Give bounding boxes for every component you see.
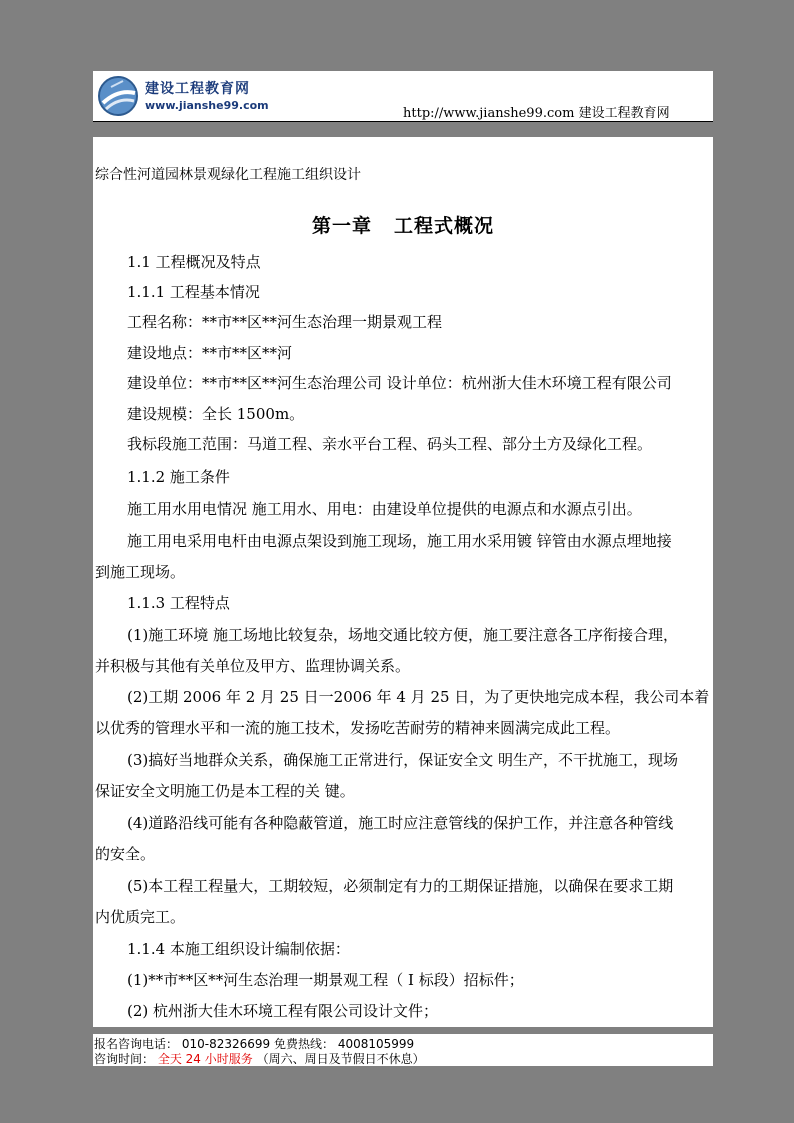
paragraph-line: 以优秀的管理水平和一流的施工技术，发扬吃苦耐劳的精神来圆满完成此工程。 [95, 719, 621, 737]
paragraph-line: 建设规模：全长 1500m。 [127, 405, 305, 423]
header-site-link[interactable] [403, 102, 670, 121]
hotline-number: 4008105999 [337, 1037, 415, 1051]
paragraph-line: 施工用水用电情况 施工用水、用电：由建设单位提供的电源点和水源点引出。 [127, 500, 642, 518]
paragraph-line: 保证安全文明施工仍是本工程的关 键。 [95, 782, 355, 800]
subsection-heading: 1.1.4 本施工组织设计编制依据： [127, 940, 350, 958]
paragraph-line: 我标段施工范围：马道工程、亲水平台工程、码头工程、部分土方及绿化工程。 [127, 435, 653, 453]
paragraph-line: (1)施工环境 施工场地比较复杂，场地交通比较方便，施工要注意各工序衔接合理， [127, 626, 679, 644]
time-label: 咨询时间： [94, 1052, 155, 1066]
logo-url: www.jianshe99.com [145, 99, 269, 112]
paragraph-line: (3)搞好当地群众关系，确保施工正常进行，保证安全文 明生产，不干扰施工，现场 [127, 751, 679, 769]
paragraph-line: (1)**市**区**河生态治理一期景观工程（ I 标段）招标件； [127, 971, 524, 989]
chapter-number: 第一章 [311, 215, 372, 237]
paragraph-line: (5)本工程工程量大，工期较短，必须制定有力的工期保证措施，以确保在要求工期 [127, 877, 674, 895]
chapter-heading [93, 211, 713, 238]
header-site-name: 建设工程教育网 [578, 106, 670, 121]
paragraph-line: (2) 杭州浙大佳木环境工程有限公司设计文件； [127, 1002, 439, 1020]
contact-footer [93, 1034, 713, 1066]
document-page [93, 137, 713, 1027]
header-url[interactable]: http://www.jianshe99.com [403, 106, 575, 121]
service-note: （周六、周日及节假日不休息） [256, 1052, 425, 1066]
subsection-heading: 1.1.1 工程基本情况 [127, 283, 260, 301]
paragraph-line: 建设地点：**市**区**河 [127, 344, 293, 362]
paragraph-line: (4)道路沿线可能有各种隐蔽管道，施工时应注意管线的保护工作，并注意各种管线 [127, 814, 674, 832]
phone-number: 010-82326699 [181, 1037, 271, 1051]
paragraph-line: 到施工现场。 [95, 563, 186, 581]
chapter-name: 工程式概况 [394, 215, 495, 237]
paragraph-line: 的安全。 [95, 845, 156, 863]
subsection-heading: 1.1.2 施工条件 [127, 468, 230, 486]
logo-title: 建设工程教育网 [145, 81, 250, 97]
section-heading: 1.1 工程概况及特点 [127, 253, 261, 271]
paragraph-line: 施工用电采用电杆由电源点架设到施工现场，施工用水采用镀 锌管由水源点埋地接 [127, 532, 672, 550]
paragraph-line: 建设单位：**市**区**河生态治理公司 设计单位：杭州浙大佳木环境工程有限公司 [127, 374, 672, 392]
paragraph-line: 工程名称：**市**区**河生态治理一期景观工程 [127, 313, 443, 331]
document-title: 综合性河道园林景观绿化工程施工组织设计 [95, 167, 361, 183]
subsection-heading: 1.1.3 工程特点 [127, 594, 230, 612]
phone-label: 报名咨询电话： [94, 1037, 179, 1051]
hotline-label: 免费热线： [273, 1037, 334, 1051]
paragraph-line: 内优质完工。 [95, 908, 186, 926]
site-header [93, 71, 713, 122]
footer-time-row [94, 1050, 425, 1067]
paragraph-line: 并积极与其他有关单位及甲方、监理协调关系。 [95, 657, 411, 675]
paragraph-line: (2)工期 2006 年 2 月 25 日一2006 年 4 月 25 日，为了更快地完成本程，我公司本着 [127, 688, 710, 706]
service-hours: 全天 24 小时服务 [157, 1052, 253, 1066]
globe-logo-icon [97, 75, 139, 117]
